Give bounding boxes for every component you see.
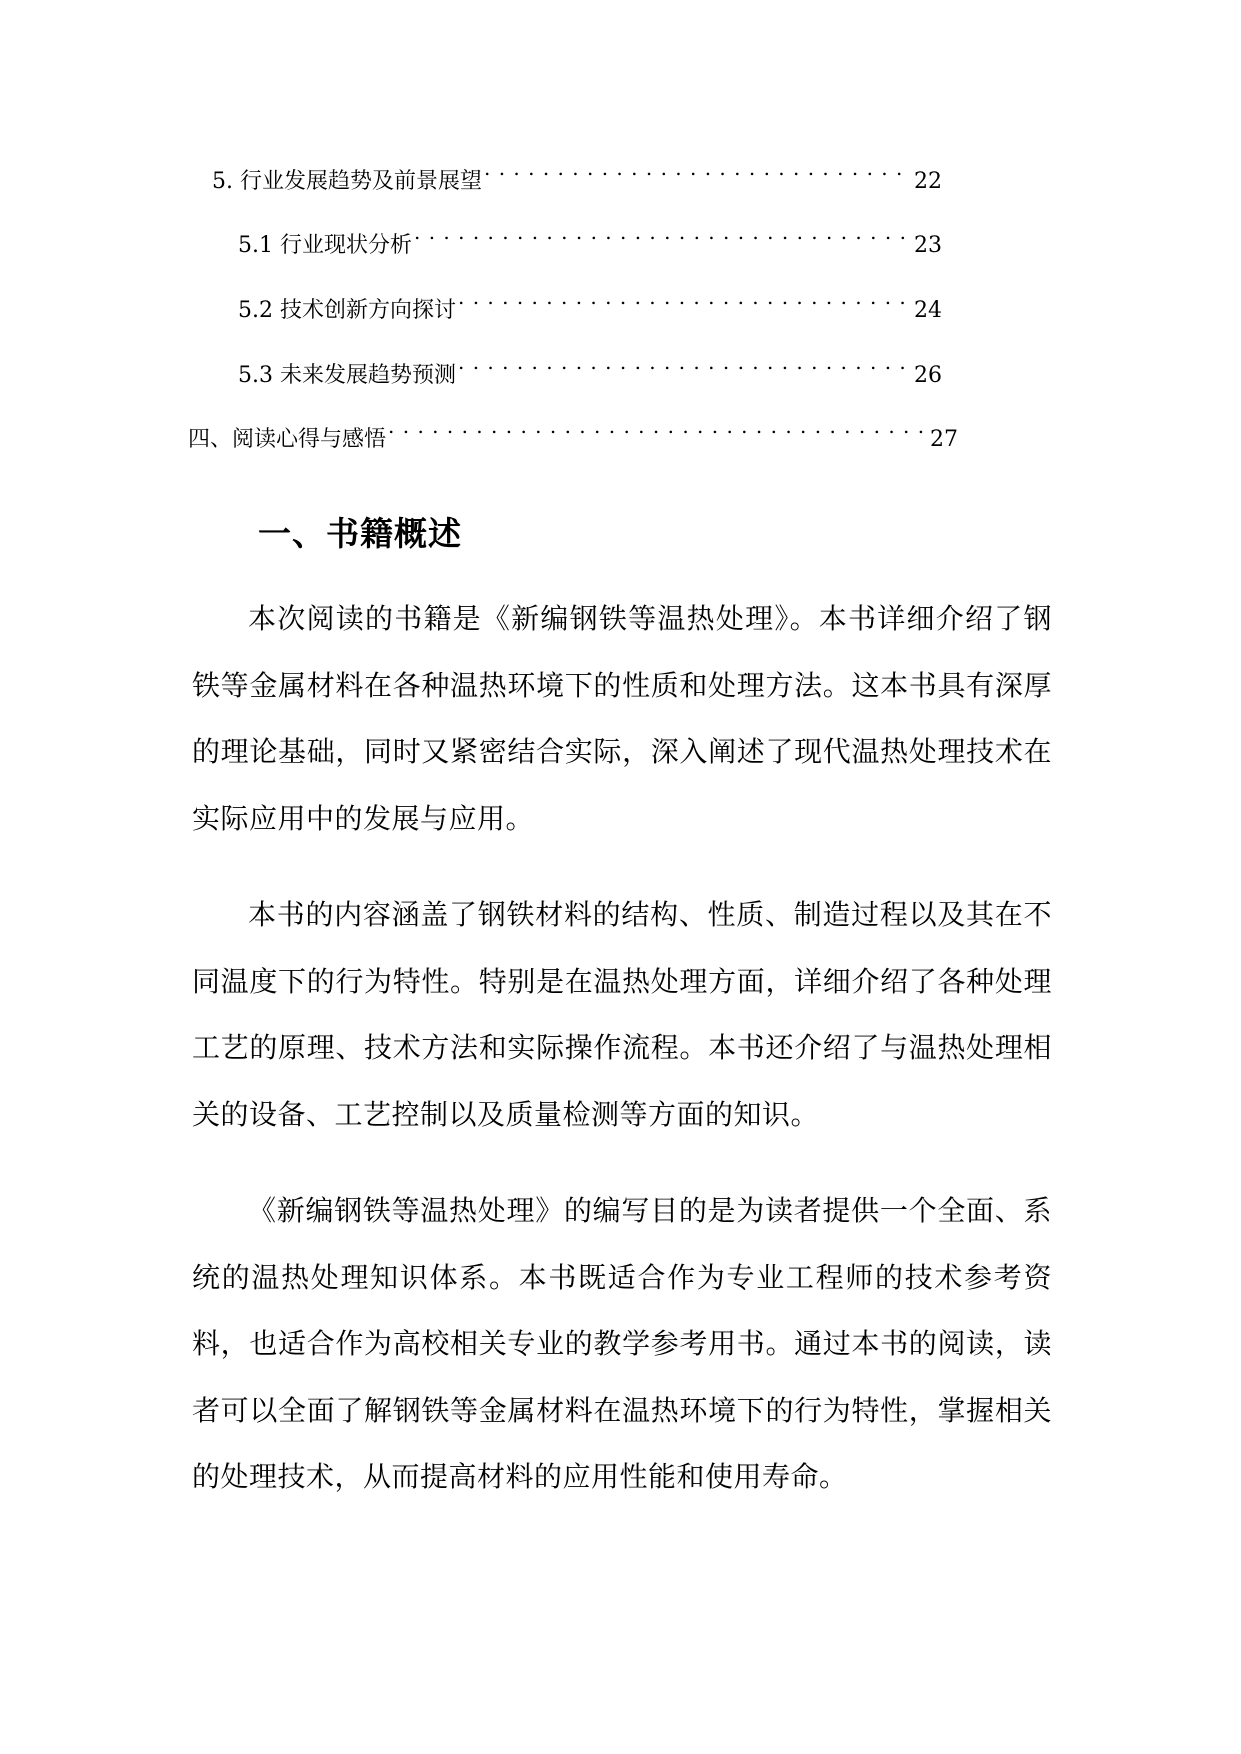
toc-entry[interactable] — [238, 212, 942, 258]
body-paragraph: 本书的内容涵盖了钢铁材料的结构、性质、制造过程以及其在不同温度下的行为特性。特别是在温热处理方面，详细介绍了各种处理工艺的原理、技术方法和实际操作流程。本书还介绍了与温热处理相关的设备、工艺控制以及质量检测等方面的知识。 — [192, 898, 1052, 1131]
toc-page-number: 22 — [914, 169, 942, 194]
toc-leader-dots — [458, 342, 910, 382]
toc-leader-dots — [484, 148, 910, 188]
section-heading: 一、书籍概述 — [258, 514, 462, 553]
toc-page-number: 23 — [914, 233, 942, 258]
body-paragraph: 本次阅读的书籍是《新编钢铁等温热处理》。本书详细介绍了钢铁等金属材料在各种温热环境下的性质和处理方法。这本书具有深厚的理论基础，同时又紧密结合实际，深入阐述了现代温热处理技术在实际应用中的发展与应用。 — [192, 602, 1052, 835]
toc-page-number: 27 — [930, 427, 958, 452]
toc-leader-dots — [414, 212, 910, 252]
toc-entry[interactable] — [238, 277, 942, 323]
toc-entry-title: 5.3 未来发展趋势预测 — [238, 363, 456, 388]
toc-entry[interactable] — [188, 406, 958, 452]
toc-leader-dots — [388, 406, 926, 446]
toc-entry[interactable] — [212, 148, 942, 194]
toc-entry-title: 四、阅读心得与感悟 — [188, 427, 387, 452]
toc-entry[interactable] — [238, 342, 942, 388]
toc-page-number: 26 — [914, 363, 942, 388]
toc-entry-title: 5.2 技术创新方向探讨 — [238, 298, 456, 323]
body-paragraph: 《新编钢铁等温热处理》的编写目的是为读者提供一个全面、系统的温热处理知识体系。本书既适合作为专业工程师的技术参考资料，也适合作为高校相关专业的教学参考用书。通过本书的阅读，读者可以全面了解钢铁等金属材料在温热环境下的行为特性，掌握相关的处理技术，从而提高材料的应用性能和使用寿命。 — [192, 1194, 1052, 1493]
toc-entry-title: 5. 行业发展趋势及前景展望 — [212, 169, 482, 194]
toc-leader-dots — [458, 277, 910, 317]
toc-entry-title: 5.1 行业现状分析 — [238, 233, 412, 258]
toc-page-number: 24 — [914, 298, 942, 323]
